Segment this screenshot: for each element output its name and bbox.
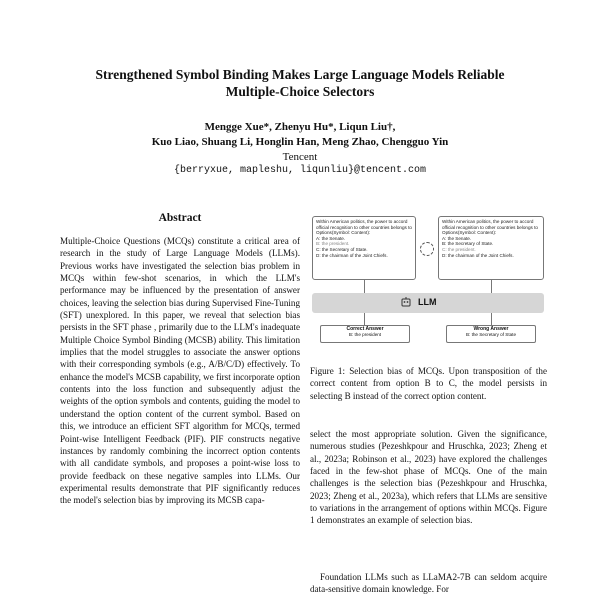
- robot-icon: [400, 296, 412, 308]
- option-d: D: the chairman of the Joint Chiefs.: [442, 252, 514, 258]
- transposed-question-box: [438, 216, 544, 280]
- wrong-answer-box: [446, 325, 536, 343]
- abstract-heading: Abstract: [158, 212, 202, 224]
- body-paragraph-1: select the most appropriate solution. Given the significance, numerous studies (Pezeshkpour and Hruschka, 2023; Zheng et al., 2023a; Robinson et al., 2023) have explored the challenges faced in the few-shot phase of MCQs. One of the main challenges is the selection bias (Pezeshkpour and Hruschka, 2023; Zheng et al., 2023a), which refers that LLMs are sensitive to variations in the arrangement of options within MCQs. Figure 1 demonstrates an example of selection bias.: [310, 429, 547, 526]
- arrow-to-correct: [364, 313, 365, 325]
- llm-label: LLM: [418, 297, 437, 307]
- option-a: A: the Senate.: [442, 235, 472, 241]
- affiliation: Tencent: [282, 151, 318, 163]
- author-list: [60, 120, 540, 150]
- authors-line-1: Mengge Xue*, Zhenyu Hu*, Liqun Liu†,: [204, 121, 396, 133]
- figure-1: [312, 212, 544, 352]
- question-text: Within American politics, the power to accord official recognition to other countries belongs to: [442, 219, 538, 230]
- option-a: A: the Senate.: [316, 235, 346, 241]
- title-line-1: Strengthened Symbol Binding Makes Large Language Models Reliable: [95, 67, 505, 82]
- option-d: D: the chairman of the Joint Chiefs.: [316, 252, 388, 258]
- wrong-answer-value: B: the Secretary of State: [465, 332, 517, 337]
- original-question-box: [312, 216, 416, 280]
- correct-answer-box: [320, 325, 410, 343]
- body-paragraph-2: Foundation LLMs such as LLaMA2-7B can seldom acquire data-sensitive domain knowledge. For: [310, 572, 547, 595]
- arrow-down-right: [491, 280, 492, 293]
- wrong-answer-title: Wrong Answer: [473, 326, 509, 332]
- options-label: Options(Symbol: Content):: [316, 230, 371, 236]
- option-c: C: the president.: [442, 246, 476, 252]
- arrow-to-wrong: [491, 313, 492, 325]
- option-c: C: the Secretary of State.: [316, 246, 368, 252]
- option-b: B: the Secretary of State.: [442, 241, 494, 247]
- authors-line-2: Kuo Liao, Shuang Li, Honglin Han, Meng Zhao, Chengguo Yin: [151, 136, 449, 148]
- abstract-text: Multiple-Choice Questions (MCQs) constitute a critical area of research in the study of Large Language Models (LLMs). Previous works have investigated the selection bias problem in MCQs within few-shot scenarios, in which the LLM's performance may be influenced by the presentation of answer choices, leaving the selection bias during Supervised Fine-Tuning (SFT) unexplored. In this paper, we reveal that selection bias persists in the SFT phase , primarily due to the LLM's inadequate Multiple Choice Symbol Binding (MCSB) ability. This limitation implies that the model struggles to associate the answer options with their corresponding symbols (e.g., A/B/C/D) effectively. To enhance the model's MCSB capability, we first incorporate option contents into the loss function and subsequently adjust the weights of the option symbols and contents, guiding the model to understand the option content of the current symbol. Based on this, we introduce an efficient SFT algorithm for MCQs, termed Point-wise Intelligent Feedback (PIF). PIF constructs negative instances by randomly combining the incorrect option contents with all candidate symbols, and proposes a point-wise loss to provide feedback on these negative samples into LLMs. Our experimental results demonstrate that PIF significantly reduces the model's selection bias by improving its MCSB capa-: [60, 236, 300, 506]
- arrow-down-left: [364, 280, 365, 293]
- option-b: B: the president.: [316, 241, 350, 247]
- correct-answer-title: Correct Answer: [346, 326, 384, 332]
- options-label: Options(Symbol: Content):: [442, 230, 497, 236]
- correct-answer-value: B: the president: [348, 332, 382, 337]
- title-line-2: Multiple-Choice Selectors: [225, 84, 375, 99]
- question-text: Within American politics, the power to accord official recognition to other countries belongs to: [316, 219, 412, 230]
- paper-title: [40, 66, 560, 100]
- swap-icon: [420, 242, 434, 256]
- author-emails: {berryxue, mapleshu, liqunliu}@tencent.com: [173, 165, 427, 176]
- figure-caption: Figure 1: Selection bias of MCQs. Upon transposition of the correct content from option B to C, the model persists in selecting B instead of the correct option content.: [310, 366, 547, 401]
